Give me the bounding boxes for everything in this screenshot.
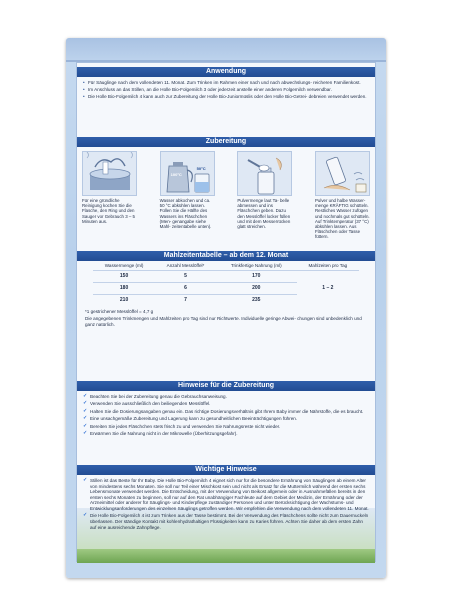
scoop-icon xyxy=(237,151,292,196)
anwendung-item: • Für Säuglinge nach dem vollendeten 11. Monat. Zum Trinken im Rahmen einer nach und nach abwechslungs- reicheren Familienkost. xyxy=(83,80,361,85)
step-4 xyxy=(315,151,370,240)
preparation-steps xyxy=(77,147,375,240)
section-zubereitung xyxy=(77,137,375,240)
shake-icon xyxy=(315,151,370,196)
step-4-text: Pulver und halbe Wasser- menge KRÄFTIG schütteln. Restliches Wasser zufügen und nochmals gut schütteln. Auf Trinktemperatur (37 °C) abkühlen lassen. Aus Fläschchen oder Tasse füttern. xyxy=(314,198,370,240)
box-top-flap xyxy=(66,38,386,60)
section-anwendung xyxy=(77,67,375,104)
check-icon: ✓ xyxy=(83,477,88,483)
hinweise-item: ✓ Halten Sie die Dosierungsangaben genau ein. Das richtige Dosierungsverhältnis gibt Ihrem Baby immer die Nährstoffe, die es braucht. xyxy=(83,407,364,414)
check-icon: ✓ xyxy=(83,400,88,407)
step-2-text: Wasser abkochen und ca. 50 °C abkühlen lassen. Füllen Sie die Hälfte des Wassers ins Fläschchen (Men- genangabe siehe Mahl- zeitentabelle unten). xyxy=(159,198,212,230)
feeding-table xyxy=(93,261,359,306)
section-title-zubereitung: Zubereitung xyxy=(77,137,375,147)
step-3-text: Pulvermenge laut Ta- belle abmessen und ins Fläschchen geben. Dazu den Messlöffel locker füllen und mit dem Messerrücken glatt streichen. xyxy=(237,198,291,230)
hinweise-list xyxy=(77,391,375,440)
temp-badge-100: 100°C xyxy=(170,172,182,177)
check-icon: ✓ xyxy=(83,415,88,422)
temp-badge-50: 50°C xyxy=(196,166,206,171)
section-title-mahlzeiten: Mahlzeitentabelle – ab dem 12. Monat xyxy=(77,251,375,261)
hinweise-item: ✓ Beachten Sie bei der Zubereitung genau die Gebrauchsanweisung. xyxy=(83,393,227,399)
meals-per-day: 1 – 2 xyxy=(297,271,359,306)
kettle-icon xyxy=(160,151,215,196)
table-row: 180 6 200 xyxy=(93,283,359,295)
anwendung-item: • Im Anschluss an das Stillen, an die Holle Bio-Folgemilch 3 oder jederzeit anstelle einer anderen Folgemilch verwendbar. xyxy=(83,87,332,93)
table-note: Die angegebenen Trinkmengen und Mahlzeiten pro Tag sind nur Richtwerte. Individuelle geringe Abwei- chungen sind unbedenklich und ganz natürlich. xyxy=(85,316,362,327)
pot-icon xyxy=(82,151,137,196)
bullet-icon: • xyxy=(83,80,85,85)
hinweise-item: ✓ Erwärmen Sie die Nahrung nicht in der Mikrowelle (Überhitzungsgefahr). xyxy=(83,429,238,436)
hinweise-item: ✓ Eine unsachgemäße Zubereitung und Lagerung kann zu gesundheitlichen Beeinträchtigungen führen. xyxy=(83,415,298,422)
table-header xyxy=(93,261,359,271)
col-wassermenge: Wassermenge (ml) xyxy=(104,263,144,268)
check-icon: ✓ xyxy=(83,512,88,519)
anwendung-list xyxy=(77,77,375,104)
step-1 xyxy=(82,151,137,240)
check-icon: ✓ xyxy=(83,429,88,436)
hinweise-item: ✓ Verwenden Sie ausschließlich den beiliegenden Messlöffel. xyxy=(83,400,211,407)
col-messloeffel: Anzahl Messlöffel* xyxy=(166,263,205,268)
wichtige-item: ✓ Die Holle Bio-Folgemilch 4 ist zum Trinken aus der Tasse bestimmt. Bei der Verwendung des Fläschchens sollte nicht zum Dauernuckeln überlassen. Der ständige Kontakt mit kohlenhydrathaltigen Flüssigkeiten kann zu Karies führen. Achten Sie daher ab dem ersten Zahn auf eine ausreichende Zahnpflege. xyxy=(83,512,369,530)
section-title-wichtige: Wichtige Hinweise xyxy=(77,465,375,475)
check-icon: ✓ xyxy=(83,407,88,414)
anwendung-item: • Die Holle Bio-Folgemilch 4 kann auch zur Zubereitung der Holle Bio-Juniormüslis oder den Holle Bio-Getrei- debreien verwendet werden. xyxy=(83,94,367,100)
col-mahlzeiten: Mahlzeiten pro Tag xyxy=(308,263,348,268)
table-footnote: *1 gestrichener Messlöffel = 4,7 g xyxy=(85,308,154,314)
table-row: 210 7 235 xyxy=(93,294,359,305)
step-2 xyxy=(160,151,215,240)
bullet-icon: • xyxy=(83,87,85,93)
instruction-panel xyxy=(76,62,376,562)
bullet-icon: • xyxy=(83,94,85,100)
step-3 xyxy=(237,151,292,240)
hinweise-item: ✓ Bereiten Sie jedes Fläschchen stets frisch zu und verwenden Sie Nahrungsreste nicht wieder. xyxy=(83,422,281,429)
table-row: 150 5 170 1 – 2 xyxy=(93,271,359,283)
wichtige-list xyxy=(77,475,375,534)
check-icon: ✓ xyxy=(83,393,88,399)
meadow-graphic xyxy=(77,549,375,563)
section-mahlzeiten xyxy=(77,251,375,328)
section-title-hinweise: Hinweise für die Zubereitung xyxy=(77,381,375,391)
section-title-anwendung: Anwendung xyxy=(77,67,375,77)
section-wichtige xyxy=(77,465,375,534)
col-nahrung: Trinkfertige Nahrung (ml) xyxy=(230,263,282,268)
section-hinweise xyxy=(77,381,375,440)
step-1-text: Für eine gründliche Reinigung kochen Sie die Flasche, den Ring und den Sauger vor Gebrauch 3 – 5 Minuten aus. xyxy=(82,198,135,224)
wichtige-item: ✓ Stillen ist das Beste für Ihr Baby. Die Holle Bio-Folgemilch 4 eignet sich nur für die besondere Ernährung von Säuglingen ab einem Alter von mindestens sechs Monaten. Sie soll nur Teil einer Mischkost sein und nicht als Ersatz für die Muttermilch während der ersten sechs Lebensmonate verwendet werden. Die Entscheidung, mit der Verwendung von Beikost allgemein oder in Ausnahmefällen bereits in den ersten sechs Monaten zu beginnen, soll nur auf den Rat unabhängiger Fachleute auf dem Gebiet der Medizin, der Ernährung oder der Arzneimittel oder anderer für Säuglings- und Kinderpflege zuständiger Personen und unter Berücksichtigung der Wachstums- und Entwicklungsanforderungen des einzelnen Säuglings getroffen werden. Wir empfehlen die Verwendung nach dem vollendeten 11. Monat. xyxy=(83,477,369,511)
product-box-back xyxy=(66,38,386,578)
check-icon: ✓ xyxy=(83,422,88,429)
